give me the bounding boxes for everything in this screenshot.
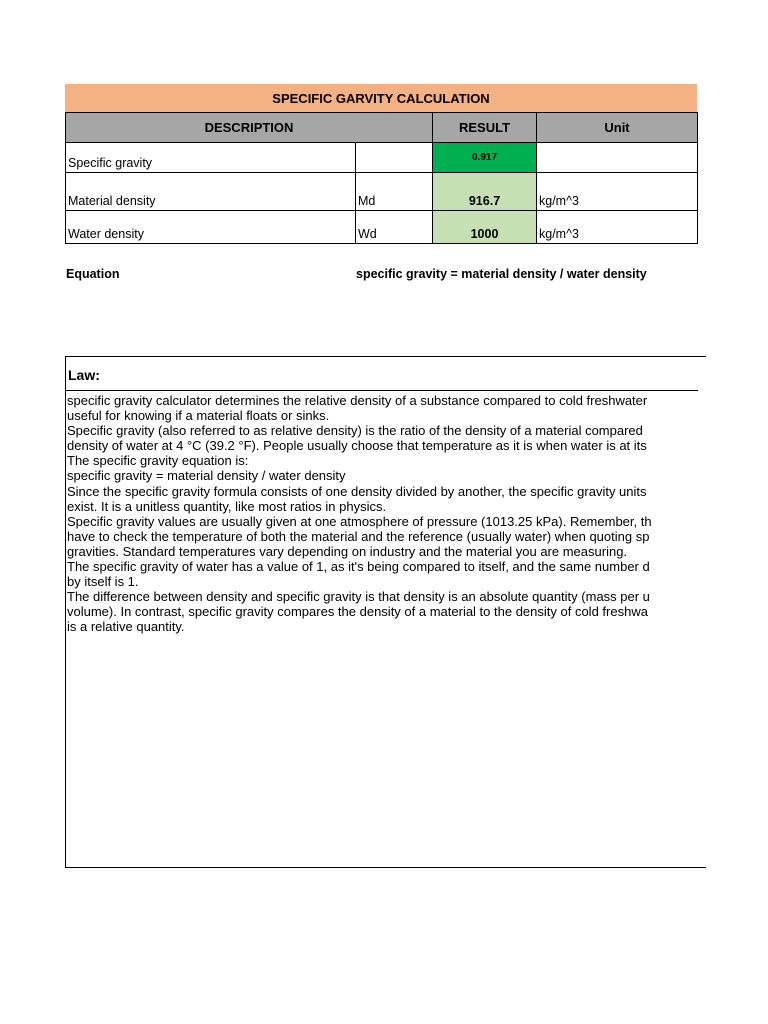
- table-row: [66, 143, 698, 173]
- symbol-cell[interactable]: Md: [356, 173, 433, 211]
- law-line: specific gravity = material density / water density: [67, 468, 346, 484]
- law-line: have to check the temperature of both the material and the reference (usually water) when quoting sp: [67, 528, 650, 544]
- calculation-title: SPECIFIC GARVITY CALCULATION: [65, 84, 697, 112]
- law-line: Since the specific gravity formula consists of one density divided by another, the specific gravity units: [67, 483, 647, 499]
- law-line: The difference between density and specific gravity is that density is an absolute quantity (mass per u: [67, 589, 650, 605]
- law-line: volume). In contrast, specific gravity compares the density of a material to the density of cold freshwa: [67, 604, 648, 620]
- symbol-cell[interactable]: Wd: [356, 211, 433, 244]
- unit-cell[interactable]: kg/m^3: [537, 173, 698, 211]
- description-cell[interactable]: Specific gravity: [66, 143, 356, 173]
- law-line: The specific gravity of water has a value of 1, as it's being compared to itself, and the same number d: [67, 559, 650, 575]
- law-line: Specific gravity values are usually given at one atmosphere of pressure (1013.25 kPa). Remember, th: [67, 513, 652, 529]
- equation-text: specific gravity = material density / water density: [356, 267, 647, 281]
- unit-cell[interactable]: kg/m^3: [537, 211, 698, 244]
- law-title: Law:: [66, 357, 698, 391]
- law-line: density of water at 4 °C (39.2 °F). People usually choose that temperature as it is when water is at its: [67, 438, 647, 454]
- result-cell[interactable]: 916.7: [433, 173, 537, 211]
- unit-cell[interactable]: [537, 143, 698, 173]
- law-line: Specific gravity (also referred to as relative density) is the ratio of the density of a material compared: [67, 423, 643, 439]
- law-line: specific gravity calculator determines the relative density of a substance compared to cold freshwater: [67, 393, 648, 408]
- header-row: [66, 113, 698, 143]
- table-row: [66, 173, 698, 211]
- law-line: gravities. Standard temperatures vary depending on industry and the material you are measuring.: [67, 543, 628, 559]
- law-textbox[interactable]: [65, 356, 706, 868]
- law-line: useful for knowing if a material floats or sinks.: [67, 408, 330, 424]
- result-cell[interactable]: 0.917: [433, 143, 537, 173]
- law-body: [66, 391, 699, 635]
- calculation-table: [65, 112, 698, 244]
- symbol-cell[interactable]: [356, 143, 433, 173]
- header-unit: Unit: [537, 113, 698, 143]
- description-cell[interactable]: Material density: [66, 173, 356, 211]
- equation-label: Equation: [66, 267, 120, 281]
- law-line: is a relative quantity.: [67, 619, 185, 635]
- law-line: exist. It is a unitless quantity, like most ratios in physics.: [67, 498, 387, 514]
- result-cell[interactable]: 1000: [433, 211, 537, 244]
- header-result: RESULT: [433, 113, 537, 143]
- header-description: DESCRIPTION: [66, 113, 433, 143]
- table-row: [66, 211, 698, 244]
- law-line: by itself is 1.: [67, 574, 139, 590]
- law-line: The specific gravity equation is:: [67, 453, 249, 469]
- description-cell[interactable]: Water density: [66, 211, 356, 244]
